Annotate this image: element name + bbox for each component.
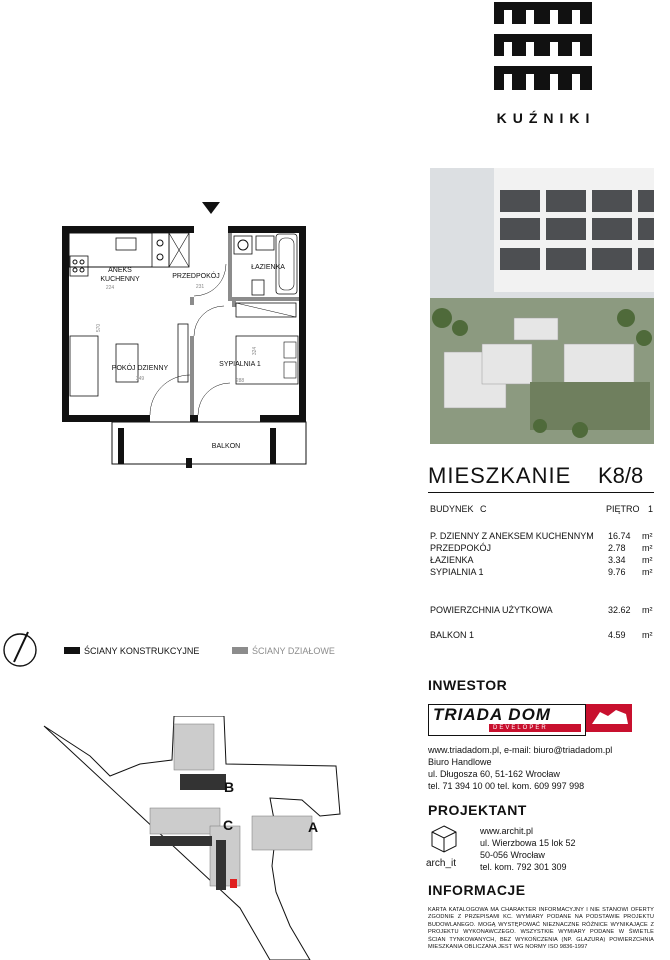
usable-area-unit: m² — [642, 605, 653, 615]
site-plan — [40, 716, 380, 960]
room-area: 9.76 — [608, 567, 626, 577]
designer-line2: ul. Wierzbowa 15 lok 52 — [480, 838, 576, 848]
apartment-location-marker — [230, 879, 237, 888]
room-unit: m² — [642, 531, 653, 541]
info-text: KARTA KATALOGOWA MA CHARAKTER INFORMACYJNY I NIE STANOWI OFERTY ZGODNIE Z PRZEPISAMI KC. WYMIARY PODANE NA PODSTAWIE PROJEKTU BUDOWLANEGO. MOGĄ WYSTĘPOWAĆ NIEZNACZNE RÓŻNICE WYNIKAJĄCE Z PROJEKTU WYKONAWCZEGO. WSZYSTKIE WYMIARY PODANE W ŚWIETLE ŚCIAN TYNKOWANYCH, BEZ WYKOŃCZENIA (NP. GLAZURA) POWIERZCHNIA MIESZKANIA OBLICZANA JEST WG NORMY ISO 9836-1997 — [428, 907, 654, 951]
investor-heading: INWESTOR — [428, 677, 508, 693]
investor-line1: www.triadadom.pl, e-mail: biuro@triadadom.pl — [428, 745, 613, 755]
room-unit: m² — [642, 567, 653, 577]
floor-value: 1 — [648, 504, 654, 514]
building-visualization-photo — [430, 168, 654, 444]
dim-224: 224 — [105, 285, 115, 291]
kitchen-label-2: KUCHENNY — [100, 276, 140, 283]
entrance-arrow-icon — [202, 202, 220, 214]
partition-legend-swatch — [232, 647, 248, 654]
room-row — [430, 531, 656, 543]
designer-heading: PROJEKTANT — [428, 802, 527, 818]
brand-name: KUŹNIKI — [496, 110, 596, 126]
arch-it-cube-icon — [430, 824, 458, 854]
room-area: 2.78 — [608, 543, 626, 553]
site-label-b: B — [224, 779, 235, 795]
site-label-c: C — [223, 817, 234, 833]
apartment-title: MIESZKANIE — [428, 463, 572, 488]
apartment-code: K8/8 — [598, 463, 644, 488]
dim-570: 570 — [96, 323, 102, 333]
dim-288: 288 — [235, 378, 245, 384]
room-name: ŁAZIENKA — [430, 555, 474, 565]
dim-324: 324 — [252, 346, 258, 356]
designer-line3: 50-056 Wrocław — [480, 850, 545, 860]
triada-logo — [428, 704, 586, 736]
living-label: POKÓJ DZIENNY — [111, 365, 169, 372]
room-unit: m² — [642, 543, 653, 553]
room-row — [430, 567, 656, 579]
site-label-a: A — [308, 819, 319, 835]
room-row — [430, 543, 656, 555]
structural-legend-label: ŚCIANY KONSTRUKCYJNE — [84, 646, 200, 656]
investor-line2: Biuro Handlowe — [428, 757, 492, 767]
building-value: C — [480, 504, 487, 514]
investor-line4: tel. 71 394 10 00 tel. kom. 609 997 998 — [428, 781, 585, 791]
balcony-label: BALKON — [211, 443, 241, 450]
triada-logo-sub: DEVELOPER — [489, 724, 581, 732]
info-heading: INFORMACJE — [428, 882, 526, 898]
title-divider — [428, 492, 654, 493]
hall-label: PRZEDPOKÓJ — [172, 273, 220, 280]
bath-label: ŁAZIENKA — [251, 264, 285, 271]
rooms-list — [430, 531, 656, 579]
investor-line3: ul. Długosza 60, 51-162 Wrocław — [428, 769, 560, 779]
kuzniki-logo — [494, 0, 592, 96]
arch-it-logo-text: arch_it — [426, 858, 457, 869]
building-label: BUDYNEK — [430, 504, 474, 514]
floor-plan — [60, 196, 310, 476]
balcony-unit: m² — [642, 630, 653, 640]
room-name: SYPIALNIA 1 — [430, 567, 484, 577]
kitchen-label-1: ANEKS — [108, 267, 132, 274]
room-name: P. DZIENNY Z ANEKSEM KUCHENNYM — [430, 531, 594, 541]
dim-349: 349 — [135, 376, 145, 382]
triada-logo-text: TRIADA DOM — [433, 705, 551, 724]
designer-line4: tel. kom. 792 301 309 — [480, 862, 567, 872]
dim-231: 231 — [195, 284, 205, 290]
structural-legend-swatch — [64, 647, 80, 654]
room-row — [430, 555, 656, 567]
balcony-value: 4.59 — [608, 630, 626, 640]
designer-line1: www.archit.pl — [480, 826, 534, 836]
bedroom-label: SYPIALNIA 1 — [219, 361, 261, 368]
balcony-label: BALKON 1 — [430, 630, 475, 640]
usable-area-value: 32.62 — [608, 605, 631, 615]
floor-label: PIĘTRO — [606, 504, 640, 514]
bull-logo-icon — [586, 700, 634, 734]
north-arrow-icon — [2, 628, 38, 672]
partition-legend-label: ŚCIANY DZIAŁOWE — [252, 646, 335, 656]
room-area: 16.74 — [608, 531, 631, 541]
room-name: PRZEDPOKÓJ — [430, 543, 492, 553]
room-area: 3.34 — [608, 555, 626, 565]
partition-walls — [190, 233, 299, 415]
room-unit: m² — [642, 555, 653, 565]
usable-area-label: POWIERZCHNIA UŻYTKOWA — [430, 605, 553, 615]
